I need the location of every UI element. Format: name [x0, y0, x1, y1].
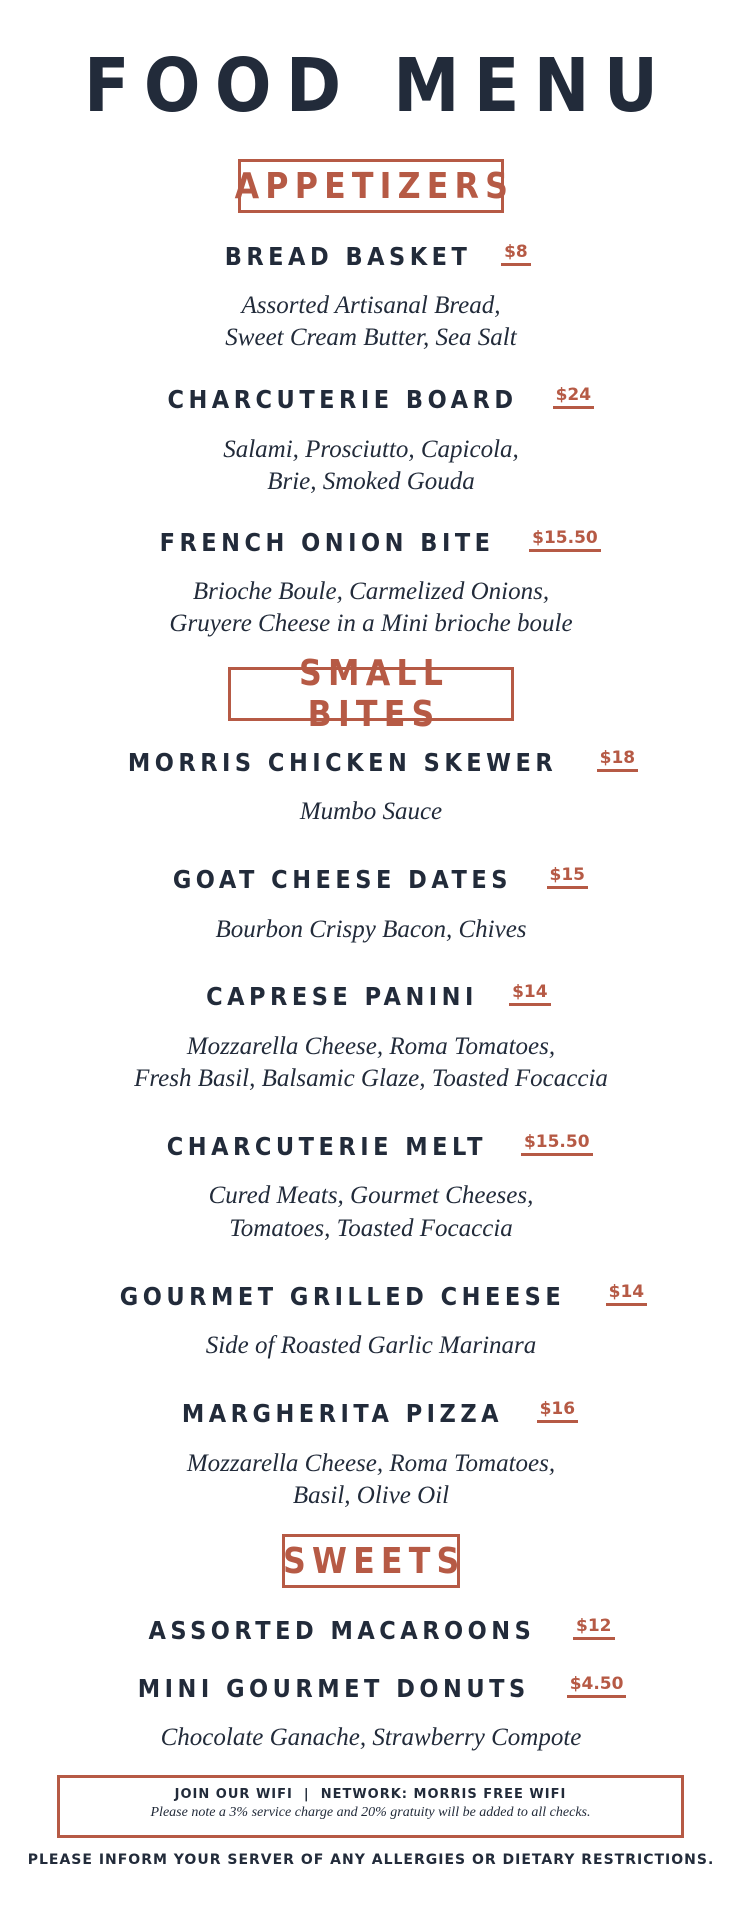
- menu-title: FOOD MENU: [83, 43, 673, 129]
- item-name: MARGHERITA PIZZA: [181, 1399, 504, 1428]
- item-price: $4.50: [567, 1674, 627, 1698]
- item-description: Cured Meats, Gourmet Cheeses,: [208, 1182, 534, 1209]
- wifi-info-box: [57, 1775, 684, 1838]
- service-charge-note: Please note a 3% service charge and 20% gratuity will be added to all checks.: [150, 1805, 591, 1820]
- item-name: GOURMET GRILLED CHEESE: [119, 1282, 566, 1311]
- item-name: CAPRESE PANINI: [206, 982, 479, 1011]
- menu-item-morris-chicken-skewer: [0, 746, 742, 780]
- item-description: Bourbon Crispy Bacon, Chives: [215, 916, 527, 943]
- item-price: $24: [553, 385, 595, 409]
- item-name: BREAD BASKET: [224, 242, 472, 271]
- item-description: Fresh Basil, Balsamic Glaze, Toasted Focaccia: [134, 1065, 608, 1092]
- section-heading-appetizers: [234, 159, 514, 213]
- item-name: ASSORTED MACAROONS: [148, 1616, 536, 1645]
- menu-item-caprese-panini: [0, 980, 742, 1014]
- section-heading-label: SMALL BITES: [299, 653, 450, 735]
- item-description: Brie, Smoked Gouda: [267, 468, 475, 495]
- item-description: Mumbo Sauce: [299, 798, 443, 825]
- menu-item-french-onion-bite: [0, 526, 742, 560]
- menu-item-gourmet-grilled-cheese: [0, 1280, 742, 1314]
- item-description: Assorted Artisanal Bread,: [241, 292, 501, 319]
- item-description: Salami, Prosciutto, Capicola,: [223, 436, 519, 463]
- menu-item-goat-cheese-dates: [0, 863, 742, 897]
- item-price: $16: [537, 1399, 579, 1423]
- item-description: Brioche Boule, Carmelized Onions,: [192, 578, 550, 605]
- item-price: $8: [501, 242, 531, 266]
- menu-item-margherita-pizza: [0, 1397, 742, 1431]
- item-description: Basil, Olive Oil: [292, 1482, 450, 1509]
- allergy-footer: PLEASE INFORM YOUR SERVER OF ANY ALLERGIES OR DIETARY RESTRICTIONS.: [27, 1852, 715, 1868]
- item-description: Tomatoes, Toasted Focaccia: [229, 1215, 513, 1242]
- item-price: $18: [597, 748, 639, 772]
- item-description: Chocolate Ganache, Strawberry Compote: [160, 1724, 582, 1751]
- item-name: CHARCUTERIE MELT: [167, 1132, 488, 1161]
- item-name: FRENCH ONION BITE: [159, 528, 495, 557]
- item-price: $15: [547, 865, 589, 889]
- item-description: Mozzarella Cheese, Roma Tomatoes,: [186, 1450, 556, 1477]
- section-heading-label: SWEETS: [282, 1540, 466, 1582]
- section-heading-small-bites: [228, 653, 514, 735]
- menu-item-charcuterie-melt: [0, 1130, 742, 1164]
- item-price: $14: [509, 982, 551, 1006]
- menu-item-charcuterie-board: [0, 383, 742, 417]
- item-price: $14: [606, 1282, 648, 1306]
- item-name: MORRIS CHICKEN SKEWER: [127, 748, 558, 777]
- menu-item-assorted-macaroons: [0, 1614, 742, 1648]
- item-price: $15.50: [521, 1132, 593, 1156]
- section-heading-label: APPETIZERS: [234, 165, 514, 207]
- item-name: CHARCUTERIE BOARD: [167, 385, 518, 414]
- item-description: Sweet Cream Butter, Sea Salt: [225, 324, 517, 351]
- menu-item-mini-gourmet-donuts: [0, 1672, 742, 1706]
- section-heading-sweets: [282, 1534, 466, 1588]
- item-description: Mozzarella Cheese, Roma Tomatoes,: [186, 1033, 556, 1060]
- item-price: $12: [573, 1616, 615, 1640]
- item-name: MINI GOURMET DONUTS: [137, 1674, 530, 1703]
- menu-item-bread-basket: [0, 240, 742, 274]
- item-description: Side of Roasted Garlic Marinara: [205, 1332, 537, 1359]
- item-description: Gruyere Cheese in a Mini brioche boule: [169, 610, 573, 637]
- wifi-network-text: JOIN OUR WIFI | NETWORK: MORRIS FREE WIFI: [174, 1787, 567, 1802]
- item-name: GOAT CHEESE DATES: [172, 865, 512, 894]
- item-price: $15.50: [529, 528, 601, 552]
